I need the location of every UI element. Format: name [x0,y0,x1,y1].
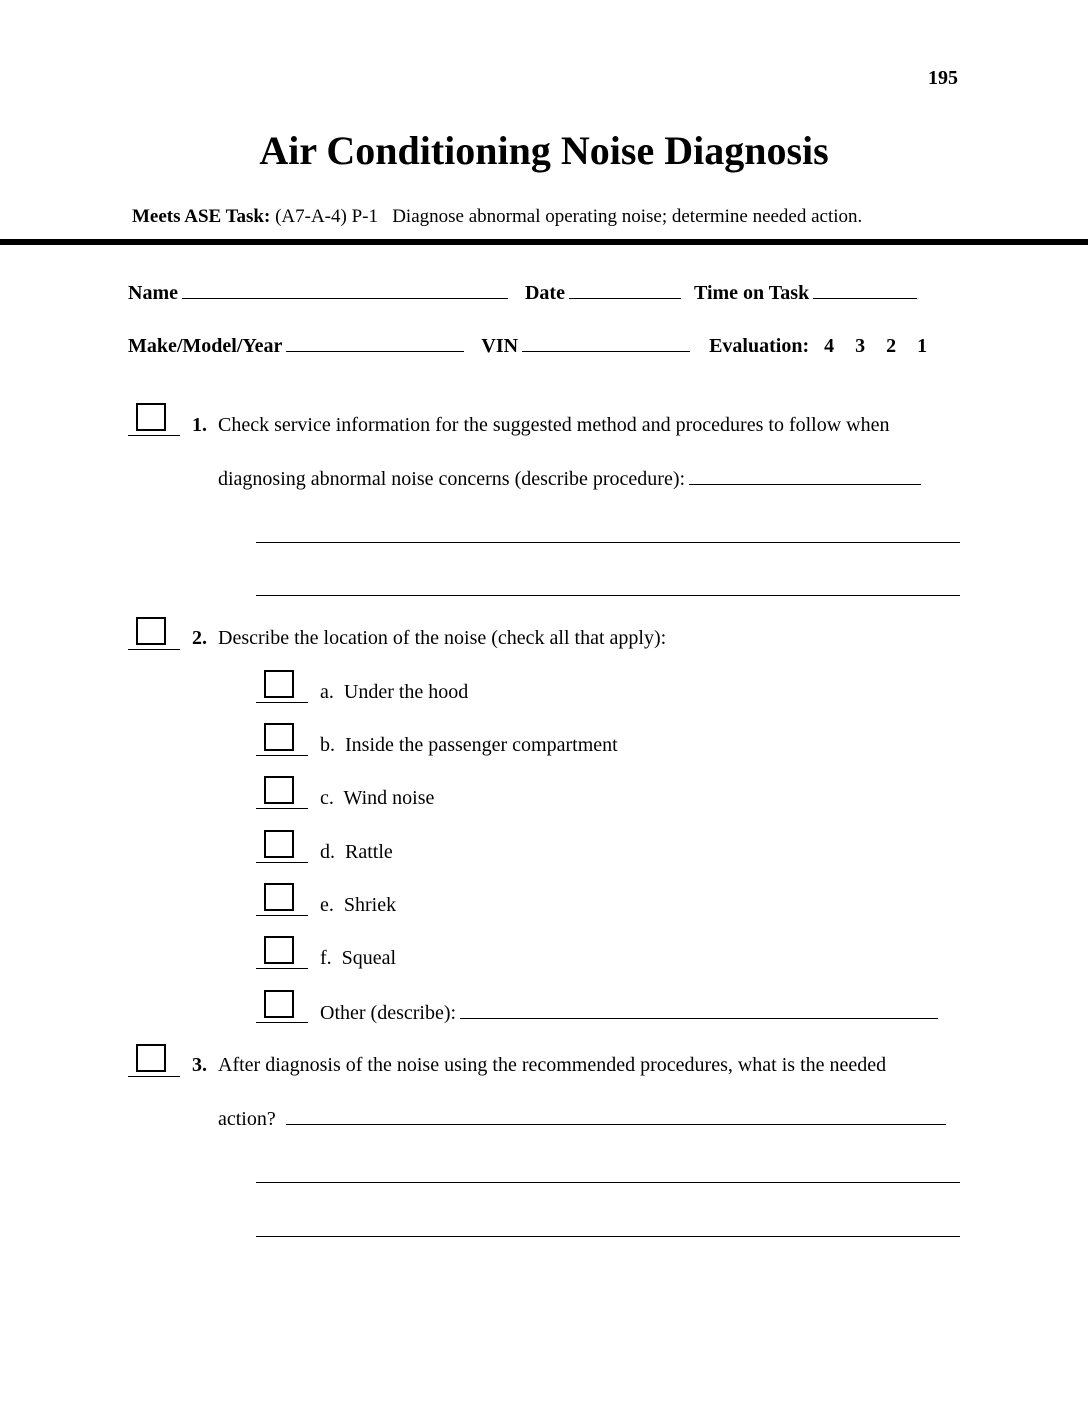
option-b [320,733,618,757]
checkbox-box [136,1044,166,1072]
checkbox-box [136,617,166,645]
checkbox-box [264,830,294,858]
item-1-line2: diagnosing abnormal noise concerns (describe procedure): [218,468,686,490]
evaluation-score-4[interactable]: 4 [824,335,835,357]
item-1-checkbox[interactable] [128,403,180,436]
option-letter: d. [320,841,335,863]
date-label: Date [524,282,565,304]
item-1-answer-line[interactable] [256,542,960,543]
option-c-checkbox[interactable] [256,776,308,809]
item-1-text-2 [218,466,925,491]
item-3-line2: action? [218,1108,276,1130]
evaluation-score-1[interactable]: 1 [917,335,928,357]
option-label: Under the hood [343,681,469,703]
option-c [320,786,434,810]
name-label: Name [128,282,178,304]
time-on-task-field[interactable] [813,280,917,299]
checkbox-box [264,670,294,698]
checkbox-box [136,403,166,431]
checkbox-box [264,990,294,1018]
name-field[interactable] [182,280,508,299]
option-letter: b. [320,734,335,756]
info-row-2 [128,333,927,358]
make-model-year-label: Make/Model/Year [128,335,283,357]
time-on-task-label: Time on Task [693,282,810,304]
option-label: Other (describe): [320,1002,457,1024]
option-e [320,893,396,917]
item-3-text-2 [218,1106,950,1131]
item-3-answer-field[interactable] [286,1106,946,1125]
item-1-number: 1. [192,414,207,436]
make-model-year-field[interactable] [286,333,464,352]
ase-task [132,205,862,229]
item-2-text: Describe the location of the noise (check all that apply): [218,627,667,649]
option-label: Rattle [345,841,393,863]
item-2-checkbox[interactable] [128,617,180,650]
ase-task-text: (A7-A-4) P-1 Diagnose abnormal operating noise; determine needed action. [275,206,863,227]
other-describe-field[interactable] [460,1000,938,1019]
item-1-answer-line[interactable] [256,595,960,596]
option-f [320,946,396,970]
item-3-number: 3. [192,1054,207,1076]
item-3-checkbox[interactable] [128,1044,180,1077]
option-a [320,680,468,704]
info-row-1 [128,280,921,305]
evaluation-score-2[interactable]: 2 [886,335,897,357]
option-label: Shriek [343,894,397,916]
item-2-number: 2. [192,627,207,649]
evaluation-label: Evaluation: [709,335,810,357]
page-title: Air Conditioning Noise Diagnosis [259,128,829,173]
option-label: Squeal [341,947,397,969]
option-letter: e. [320,894,334,916]
checkbox-box [264,936,294,964]
option-letter: c. [320,787,334,809]
item-3-text: After diagnosis of the noise using the recommended procedures, what is the needed [218,1054,887,1076]
ase-task-label: Meets ASE Task: [132,206,271,227]
option-other-checkbox[interactable] [256,990,308,1023]
option-d [320,840,393,864]
option-label: Wind noise [343,787,435,809]
option-a-checkbox[interactable] [256,670,308,703]
checkbox-box [264,723,294,751]
option-letter: f. [320,947,332,969]
date-field[interactable] [569,280,681,299]
option-b-checkbox[interactable] [256,723,308,756]
option-f-checkbox[interactable] [256,936,308,969]
checkbox-box [264,776,294,804]
item-3-answer-line[interactable] [256,1236,960,1237]
option-letter: a. [320,681,334,703]
item-3-answer-line[interactable] [256,1182,960,1183]
header-divider [0,239,1088,245]
item-1-text: Check service information for the suggested method and procedures to follow when [218,414,890,436]
item-1-answer-field[interactable] [689,466,921,485]
option-label: Inside the passenger compartment [345,734,618,756]
option-e-checkbox[interactable] [256,883,308,916]
evaluation-score-3[interactable]: 3 [855,335,866,357]
page-number: 195 [928,67,958,89]
option-d-checkbox[interactable] [256,830,308,863]
vin-field[interactable] [522,333,690,352]
checkbox-box [264,883,294,911]
option-other [320,1000,942,1025]
vin-label: VIN [481,335,519,357]
